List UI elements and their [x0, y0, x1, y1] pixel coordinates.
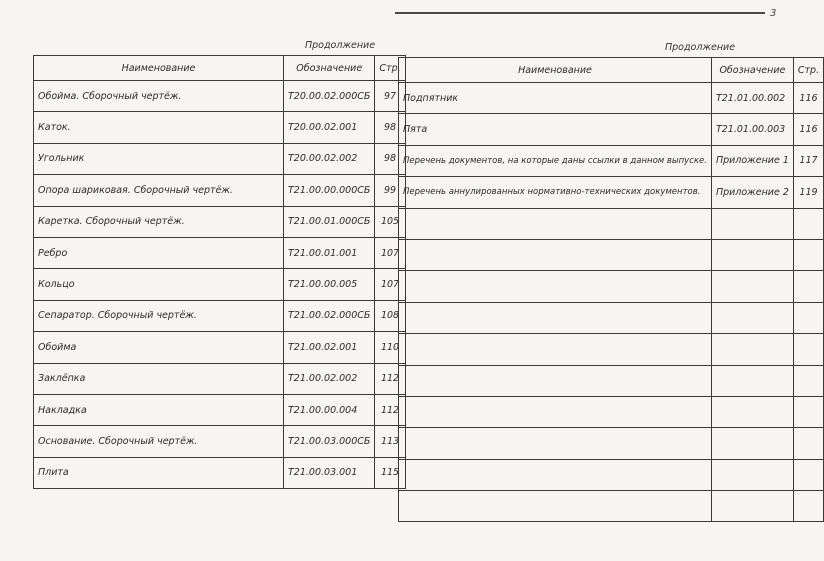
table-row [399, 459, 824, 490]
header-designation: Обозначение [711, 58, 793, 83]
cell-designation: Т21.00.00.005 [284, 269, 375, 300]
cell-name [399, 396, 712, 427]
cell-name [399, 271, 712, 302]
cell-name: Каток. [34, 112, 284, 143]
cell-designation [711, 208, 793, 239]
table-row [34, 363, 406, 394]
cell-name: Ребро [34, 237, 284, 268]
left-contents-table [33, 55, 406, 489]
cell-designation: Т21.00.02.001 [284, 332, 375, 363]
cell-name: Каретка. Сборочный чертёж. [34, 206, 284, 237]
cell-designation: Т20.00.02.002 [284, 143, 375, 174]
right-continuation-label: Продолжение [665, 42, 736, 53]
table-row [34, 394, 406, 425]
table-row [399, 145, 824, 176]
cell-name: Обойма. Сборочный чертёж. [34, 81, 284, 112]
header-page: Стр. [793, 58, 823, 83]
cell-designation [711, 271, 793, 302]
cell-page [793, 491, 823, 522]
table-row [399, 114, 824, 145]
cell-designation [711, 491, 793, 522]
cell-designation [711, 302, 793, 333]
cell-name: Заклёпка [34, 363, 284, 394]
table-row [399, 302, 824, 333]
cell-page: 110 [375, 332, 405, 363]
cell-page: 98 [375, 112, 405, 143]
cell-name [399, 365, 712, 396]
cell-page [793, 239, 823, 270]
cell-page: 99 [375, 175, 405, 206]
cell-page: 107 [375, 237, 405, 268]
cell-designation: Т21.00.01.001 [284, 237, 375, 268]
table-row [34, 206, 406, 237]
cell-name [399, 208, 712, 239]
cell-page: 116 [793, 83, 823, 114]
table-row [34, 300, 406, 331]
cell-designation: Т20.00.02.001 [284, 112, 375, 143]
table-row [399, 208, 824, 239]
cell-designation [711, 396, 793, 427]
cell-page [793, 396, 823, 427]
cell-designation: Т20.00.02.000СБ [284, 81, 375, 112]
cell-page: 113 [375, 426, 405, 457]
cell-page: 108 [375, 300, 405, 331]
cell-page: 112 [375, 363, 405, 394]
table-row [34, 237, 406, 268]
table-header-row [34, 56, 406, 81]
table-row [399, 271, 824, 302]
cell-page: 97 [375, 81, 405, 112]
table-row [399, 334, 824, 365]
header-designation: Обозначение [284, 56, 375, 81]
cell-page: 119 [793, 177, 823, 208]
cell-name: Пята [399, 114, 712, 145]
table-row [399, 177, 824, 208]
cell-page: 107 [375, 269, 405, 300]
cell-page [793, 365, 823, 396]
cell-page [793, 208, 823, 239]
cell-name: Перечень документов, на которые даны ссылки в данном выпуске. [399, 145, 712, 176]
cell-designation: Приложение 2 [711, 177, 793, 208]
cell-page: 115 [375, 457, 405, 488]
cell-designation [711, 459, 793, 490]
cell-designation: Т21.01.00.003 [711, 114, 793, 145]
cell-name: Обойма [34, 332, 284, 363]
table-row [399, 491, 824, 522]
left-continuation-label: Продолжение [305, 40, 376, 51]
cell-designation: Приложение 1 [711, 145, 793, 176]
cell-name [399, 459, 712, 490]
cell-name [399, 239, 712, 270]
cell-designation: Т21.00.03.000СБ [284, 426, 375, 457]
cell-name: Основание. Сборочный чертёж. [34, 426, 284, 457]
cell-name: Плита [34, 457, 284, 488]
cell-designation [711, 334, 793, 365]
cell-page: 112 [375, 394, 405, 425]
cell-designation: Т21.00.01.000СБ [284, 206, 375, 237]
table-row [34, 143, 406, 174]
table-row [34, 332, 406, 363]
table-row [34, 269, 406, 300]
cell-name [399, 302, 712, 333]
table-row [399, 239, 824, 270]
cell-designation [711, 428, 793, 459]
cell-name: Сепаратор. Сборочный чертёж. [34, 300, 284, 331]
cell-name: Кольцо [34, 269, 284, 300]
table-row [34, 175, 406, 206]
cell-page: 98 [375, 143, 405, 174]
header-page: Стр. [375, 56, 405, 81]
cell-name: Перечень аннулированных нормативно-технических документов. [399, 177, 712, 208]
cell-name: Опора шариковая. Сборочный чертёж. [34, 175, 284, 206]
cell-name: Угольник [34, 143, 284, 174]
cell-page [793, 428, 823, 459]
cell-designation [711, 239, 793, 270]
cell-page: 116 [793, 114, 823, 145]
table-row [399, 365, 824, 396]
cell-designation: Т21.00.02.002 [284, 363, 375, 394]
cell-designation: Т21.00.00.000СБ [284, 175, 375, 206]
cell-designation: Т21.00.00.004 [284, 394, 375, 425]
top-border-line [395, 12, 765, 14]
table-row [399, 428, 824, 459]
cell-designation: Т21.00.03.001 [284, 457, 375, 488]
cell-name [399, 428, 712, 459]
right-contents-table [398, 57, 824, 522]
cell-designation: Т21.00.02.000СБ [284, 300, 375, 331]
cell-page: 105 [375, 206, 405, 237]
table-row [399, 83, 824, 114]
cell-name: Накладка [34, 394, 284, 425]
table-header-row [399, 58, 824, 83]
cell-page [793, 334, 823, 365]
cell-designation: Т21.01.00.002 [711, 83, 793, 114]
table-row [399, 396, 824, 427]
table-row [34, 81, 406, 112]
cell-page [793, 302, 823, 333]
cell-designation [711, 365, 793, 396]
table-row [34, 457, 406, 488]
header-name: Наименование [34, 56, 284, 81]
cell-name [399, 334, 712, 365]
cell-name [399, 491, 712, 522]
cell-page: 117 [793, 145, 823, 176]
page-number: 3 [770, 8, 777, 19]
header-name: Наименование [399, 58, 712, 83]
cell-name: Подпятник [399, 83, 712, 114]
table-row [34, 426, 406, 457]
cell-page [793, 271, 823, 302]
cell-page [793, 459, 823, 490]
table-row [34, 112, 406, 143]
